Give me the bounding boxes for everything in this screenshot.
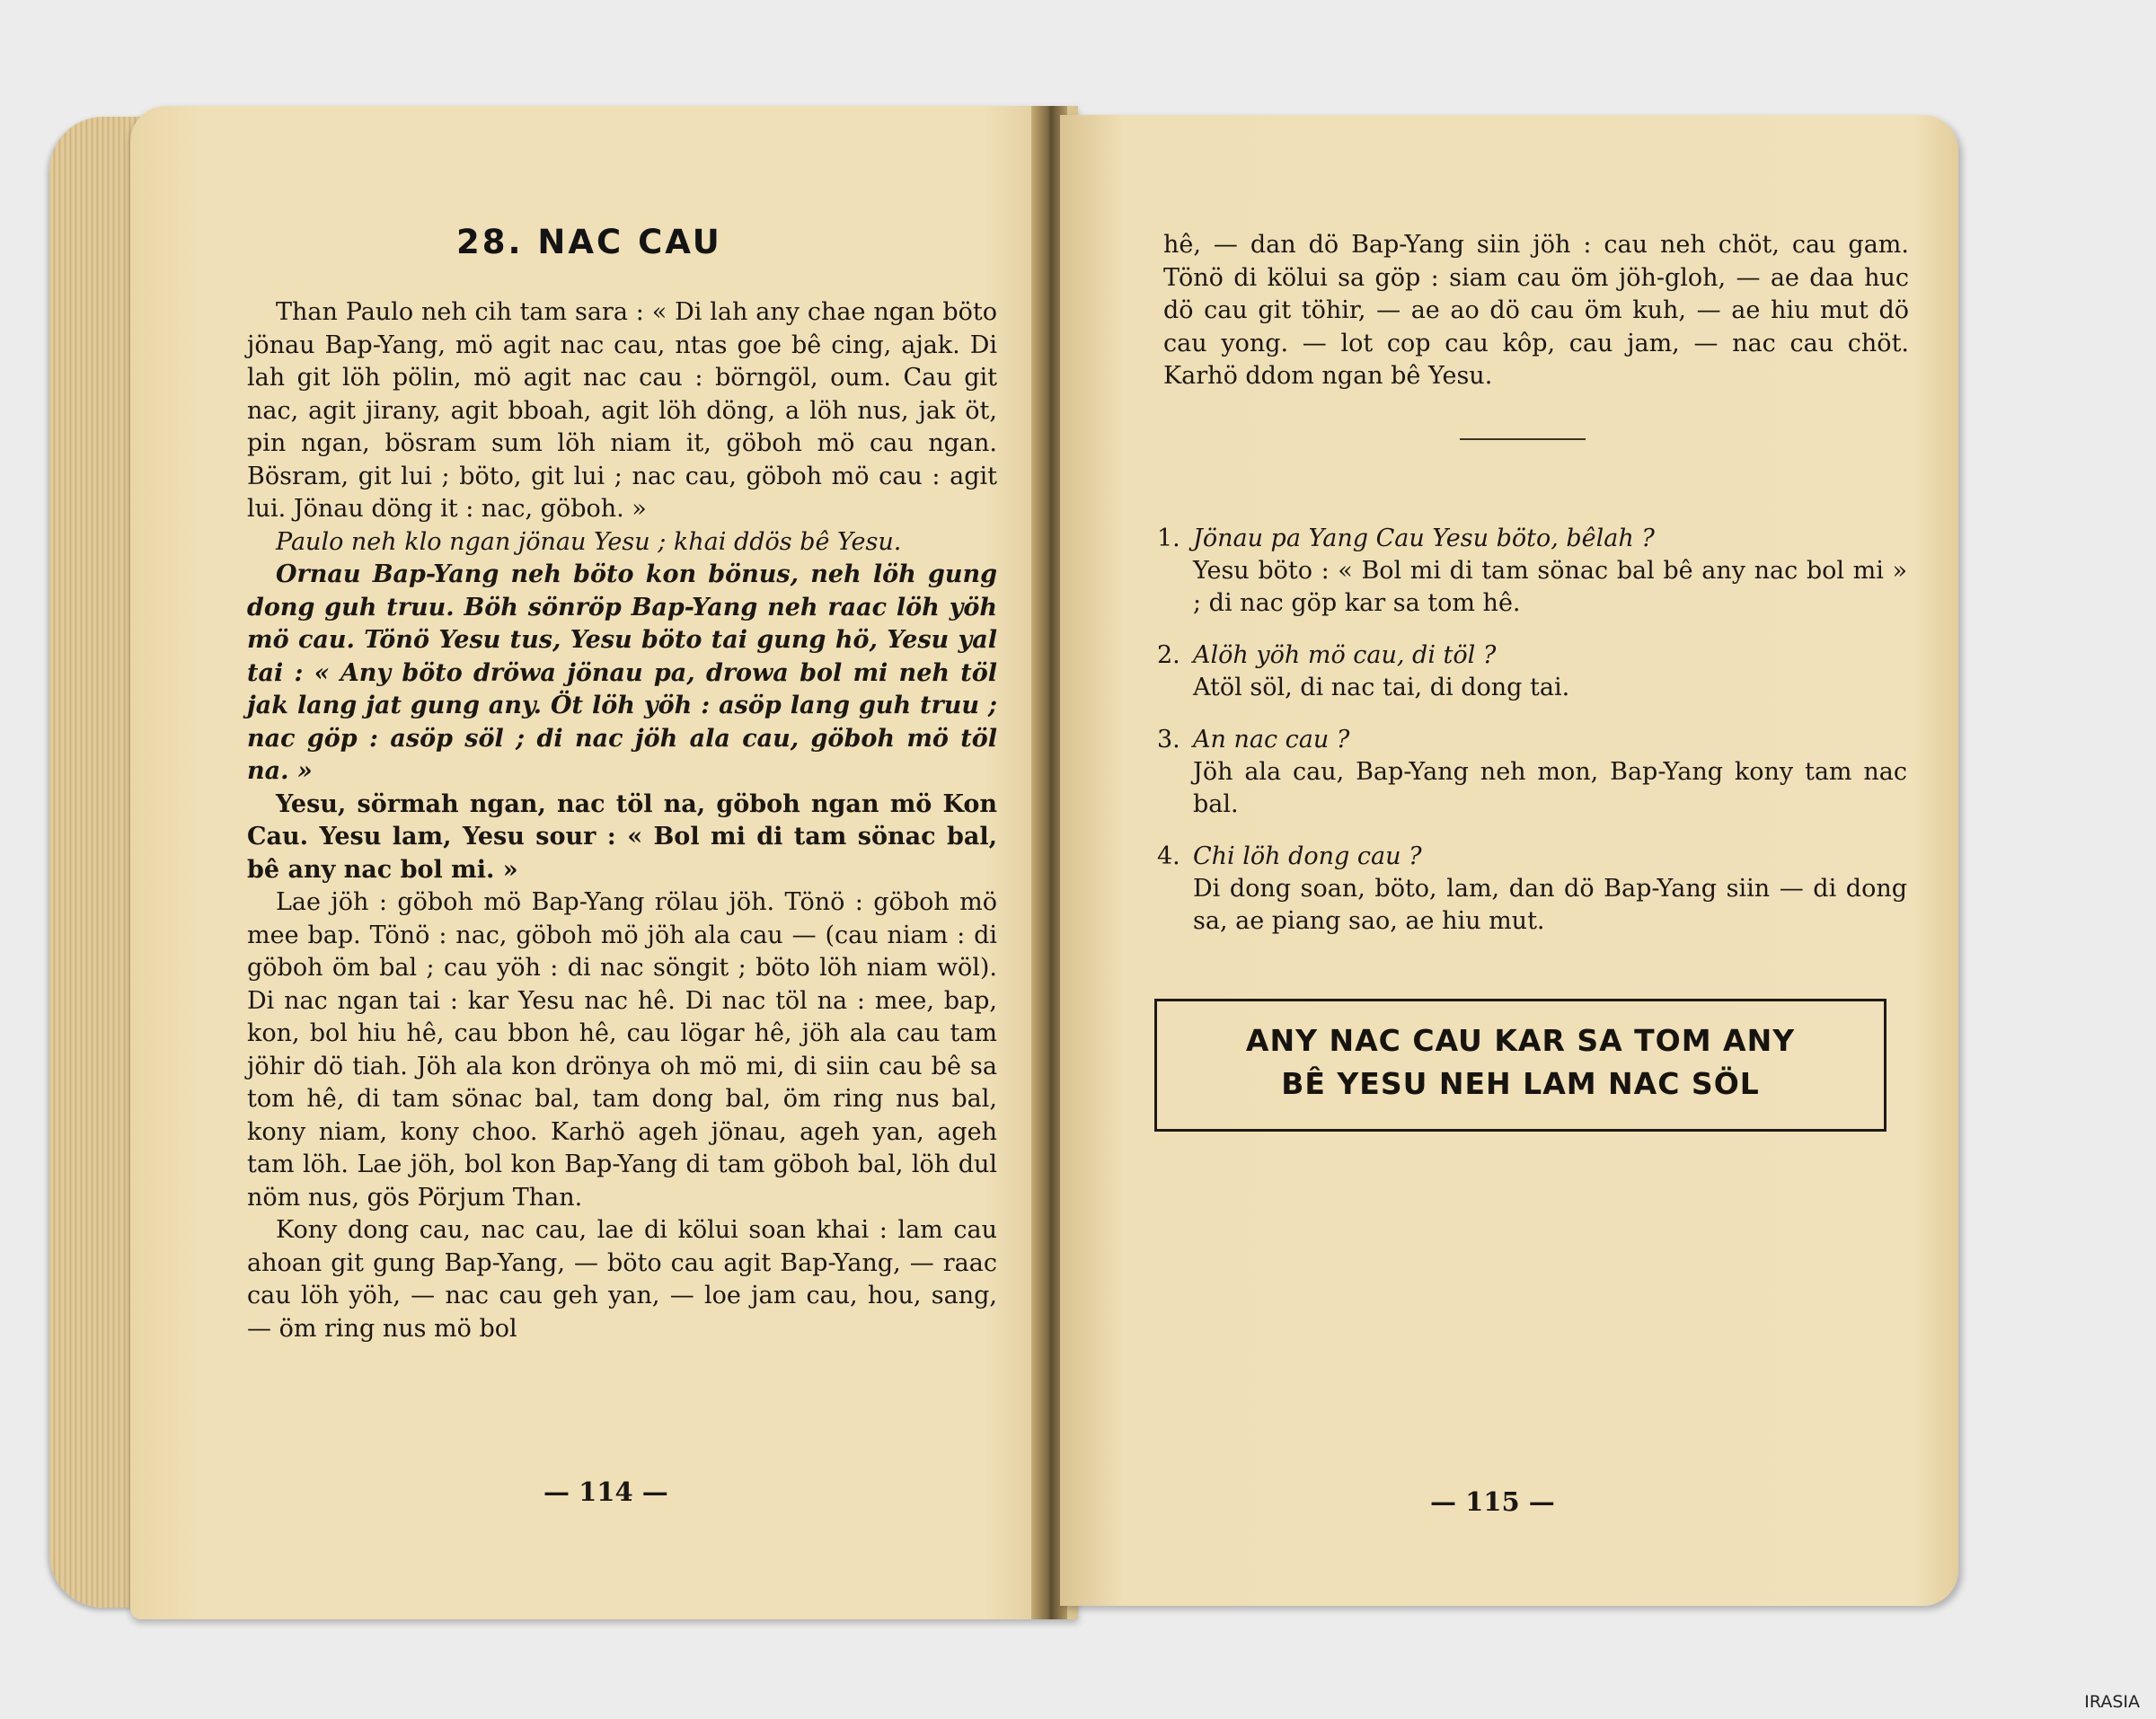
question-text: An nac cau ? [1193,726,1350,754]
question-text: Alöh yöh mö cau, di töl ? [1193,641,1497,669]
left-page-text [247,296,997,1345]
summary-line-2: BÊ YESU NEH LAM NAC SÖL [1281,1066,1760,1101]
question-number: 4. [1157,842,1180,870]
summary-line-1: ANY NAC CAU KAR SA TOM ANY [1245,1023,1796,1058]
answer-text: Di dong soan, böto, lam, dan dö Bap-Yang siin — di dong sa, ae piang sao, ae hiu mut. [1193,875,1907,935]
paragraph-5: Lae jöh : göboh mö Bap-Yang rölau jöh. Tönö : göboh mö mee bap. Tönö : nac, göboh mö jöh ala cau — (cau niam : di göboh öm bal ; cau yöh : di nac söngit ; böto löh niam wöl). Di nac ngan tai : kar Yesu nac hê. Di nac töl na : mee, bap, kon, bol hiu hê, cau bbon hê, cau lögar hê, jöh ala cau tam jöhir dö tiah. Jöh ala kon drönya oh mö mi, di siin cau bê sa tom hê, di tam sönac bal, tam dong bal, öm ring nus bal, kony niam, kony choo. Karhö ageh jönau, ageh yan, ageh tam löh. Lae jöh, bol kon Bap-Yang di tam göboh bal, löh dul nöm nus, gös Pörjum Than. [247,888,997,1212]
question-text: Chi löh dong cau ? [1193,842,1422,870]
question-1 [1157,523,1907,620]
page-number-right: — 115 — [1430,1486,1555,1517]
review-questions [1157,523,1907,957]
paragraph-1: Than Paulo neh cih tam sara : « Di lah any chae ngan böto jönau Bap-Yang, mö agit nac cau, ntas goe bê cing, ajak. Di lah git löh pölin, mö agit nac cau : börngöl, oum. Cau git nac, agit jirany, agit bboah, agit löh döng, a löh nus, jak öt, pin ngan, bösram sum löh niam it, göboh mö cau ngan. Bösram, git lui ; böto, git lui ; nac cau, göboh mö cau : agit lui. Jönau döng it : nac, göboh. » [247,298,997,523]
paragraph-4: Yesu, sörmah ngan, nac töl na, göboh ngan mö Kon Cau. Yesu lam, Yesu sour : « Bol mi di tam sönac bal, bê any nac bol mi. » [247,789,997,884]
image-credit: IRASIA [2084,1692,2140,1712]
question-4 [1157,841,1907,938]
chapter-title: 28. NAC CAU [456,223,722,261]
question-number: 3. [1157,726,1180,754]
paragraph-3: Ornau Bap-Yang neh böto kon bönus, neh löh gung dong guh truu. Böh sönröp Bap-Yang neh raac löh yöh mö cau. Tönö Yesu tus, Yesu böto tai gung hö, Yesu yal tai : « Any böto dröwa jönau pa, drowa bol mi neh töl jak lang jat gung any. Öt löh yöh : asöp lang guh truu ; nac göp : asöp söl ; di nac jöh ala cau, göboh mö töl na. » [247,560,997,785]
question-2 [1157,639,1907,704]
question-number: 2. [1157,641,1180,669]
page-number-left: — 114 — [543,1477,668,1507]
question-text: Jönau pa Yang Cau Yesu böto, bêlah ? [1193,525,1655,552]
paragraph-6: Kony dong cau, nac cau, lae di kölui soan khai : lam cau ahoan git gung Bap-Yang, — böto cau agit Bap-Yang, — raac cau löh yöh, — nac cau geh yan, — loe jam cau, hou, sang, — öm ring nus mö bol [247,1216,997,1343]
continuation-paragraph: hê, — dan dö Bap-Yang siin jöh : cau neh chöt, cau gam. Tönö di kölui sa göp : siam cau öm jöh-gloh, — ae daa huc dö cau git töhir, — ae ao dö cau öm kuh, — ae hiu mut dö cau yong. — lot cop cau kôp, cau jam, — nac cau chöt. Karhö ddom ngan bê Yesu. [1163,231,1909,390]
answer-text: Atöl söl, di nac tai, di dong tai. [1193,674,1570,701]
question-3 [1157,724,1907,821]
answer-text: Yesu böto : « Bol mi di tam sönac bal bê any nac bol mi » ; di nac göp kar sa tom hê. [1193,557,1907,617]
section-divider [1460,438,1586,440]
summary-box [1154,999,1886,1132]
answer-text: Jöh ala cau, Bap-Yang neh mon, Bap-Yang kony tam nac bal. [1193,758,1907,818]
right-page-continuation [1163,229,1909,393]
paragraph-2: Paulo neh klo ngan jönau Yesu ; khai ddös bê Yesu. [276,527,902,556]
question-number: 1. [1157,525,1180,552]
